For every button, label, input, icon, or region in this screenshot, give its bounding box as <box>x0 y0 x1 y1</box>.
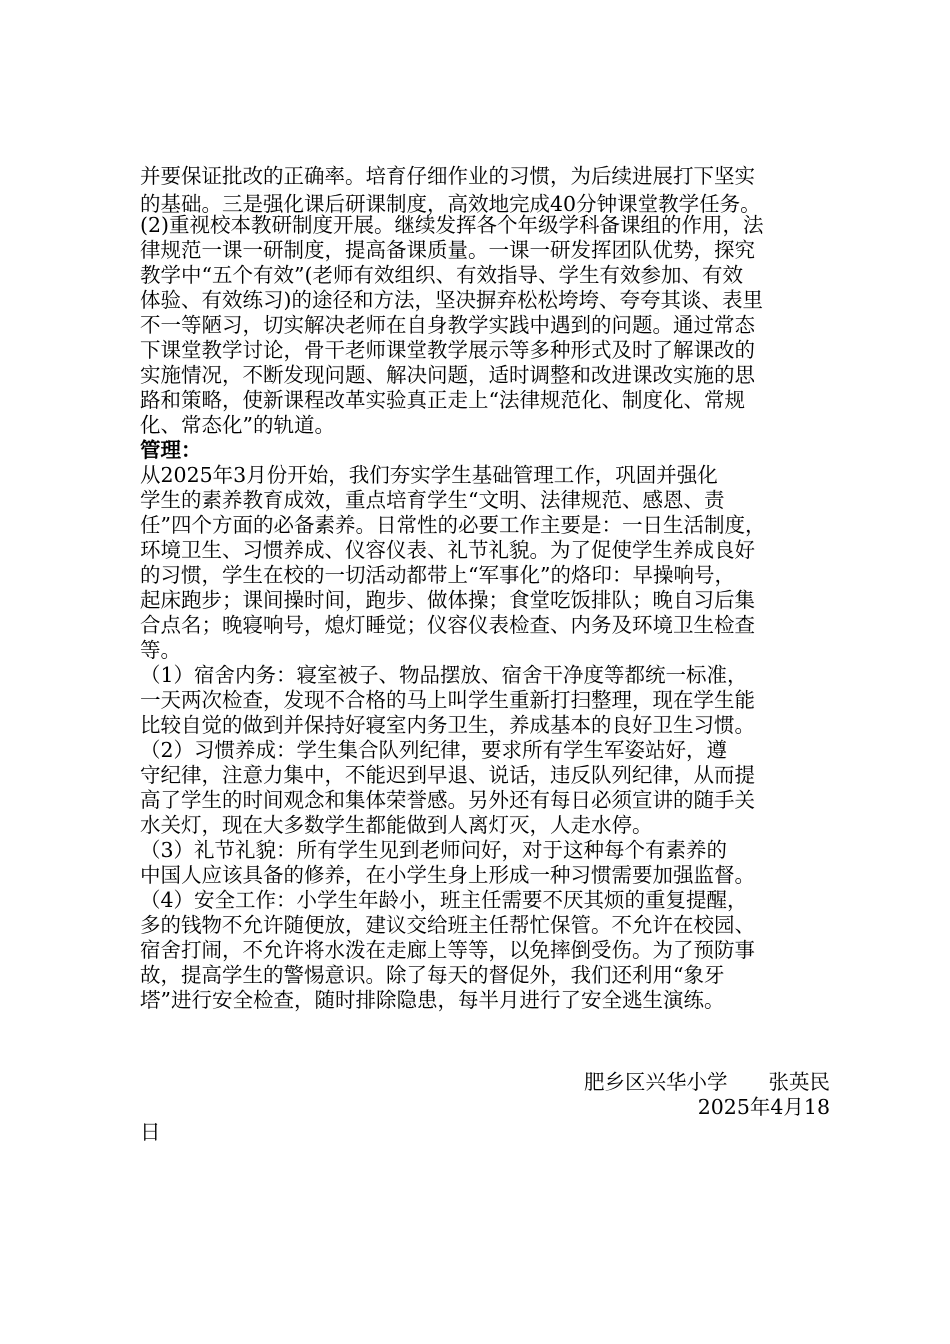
body-text-line: 守纪律，注意力集中，不能迟到早退、说话，违反队列纪律，从而提 <box>140 763 755 787</box>
body-text-line: 任”四个方面的必备素养。日常性的必要工作主要是：一日生活制度， <box>140 513 766 537</box>
signature-line: 肥乡区兴华小学 张英民 <box>584 1070 830 1094</box>
body-text-line: 塔”进行安全检查，随时排除隐患，每半月进行了安全逃生演练。 <box>140 988 725 1012</box>
body-text-line: （4）安全工作：小学生年龄小，班主任需要不厌其烦的重复提醒， <box>140 888 748 912</box>
body-text-line: 多的钱物不允许随便放，建议交给班主任帮忙保管。不允许在校园、 <box>140 913 755 937</box>
body-text-line: 宿舍打闹，不允许将水泼在走廊上等等，以免摔倒受伤。为了预防事 <box>140 938 755 962</box>
body-text-line: 并要保证批改的正确率。培育仔细作业的习惯，为后续进展打下坚实 <box>140 164 755 188</box>
body-text-line: 不一等陋习，切实解决老师在自身教学实践中遇到的问题。通过常态 <box>140 313 755 337</box>
date-line: 2025年4月18 <box>697 1095 830 1119</box>
body-text-line: 教学中“五个有效”(老师有效组织、有效指导、学生有效参加、有效 <box>140 263 743 287</box>
body-text-line: 合点名；晚寝响号，熄灯睡觉；仪容仪表检查、内务及环境卫生检查 <box>140 613 755 637</box>
body-text-line: 的基础。三是强化课后研课制度，高效地完成40分钟课堂教学任务。 <box>140 192 761 216</box>
body-text-line: 中国人应该具备的修养，在小学生身上形成一种习惯需要加强监督。 <box>140 863 755 887</box>
body-text-line: 化、常态化”的轨道。 <box>140 413 335 437</box>
body-text-line: 起床跑步；课间操时间，跑步、做体操；食堂吃饭排队；晚自习后集 <box>140 588 755 612</box>
body-text-line: 从2025年3月份开始，我们夯实学生基础管理工作，巩固并强化 <box>140 463 718 487</box>
body-text-line: （2）习惯养成：学生集合队列纪律，要求所有学生军姿站好，遵 <box>140 738 728 762</box>
date-tail: 日 <box>140 1120 161 1144</box>
body-text-line: 故，提高学生的警惕意识。除了每天的督促外，我们还利用“象牙 <box>140 963 725 987</box>
body-text-line: 下课堂教学讨论，骨干老师课堂教学展示等多种形式及时了解课改的 <box>140 338 755 362</box>
body-text-line: 高了学生的时间观念和集体荣誉感。另外还有每日必须宣讲的随手关 <box>140 788 755 812</box>
body-text-line: 路和策略，使新课程改革实验真正走上“法律规范化、制度化、常规 <box>140 388 745 412</box>
body-text-line: 的习惯，学生在校的一切活动都带上“军事化”的烙印：早操响号， <box>140 563 735 587</box>
body-text-line: 比较自觉的做到并保持好寝室内务卫生，养成基本的良好卫生习惯。 <box>140 713 755 737</box>
body-text-line: (2)重视校本教研制度开展。继续发挥各个年级学科备课组的作用，法 <box>140 213 764 237</box>
section-heading: 管理： <box>140 438 202 462</box>
body-text-line: 实施情况，不断发现问题、解决问题，适时调整和改进课改实施的思 <box>140 363 755 387</box>
body-text-line: 体验、有效练习)的途径和方法，坚决摒弃松松垮垮、夸夸其谈、表里 <box>140 288 763 312</box>
body-text-line: 水关灯，现在大多数学生都能做到人离灯灭，人走水停。 <box>140 813 653 837</box>
body-text-line: （1）宿舍内务：寝室被子、物品摆放、宿舍干净度等都统一标准， <box>140 663 748 687</box>
body-text-line: 一天两次检查，发现不合格的马上叫学生重新打扫整理，现在学生能 <box>140 688 755 712</box>
body-text-line: （3）礼节礼貌：所有学生见到老师问好，对于这种每个有素养的 <box>140 838 728 862</box>
body-text-line: 环境卫生、习惯养成、仪容仪表、礼节礼貌。为了促使学生养成良好 <box>140 538 755 562</box>
body-text-line: 等。 <box>140 638 181 662</box>
body-text-line: 学生的素养教育成效，重点培育学生“文明、法律规范、感恩、责 <box>140 488 725 512</box>
body-text-line: 律规范一课一研制度，提高备课质量。一课一研发挥团队优势，探究 <box>140 238 755 262</box>
